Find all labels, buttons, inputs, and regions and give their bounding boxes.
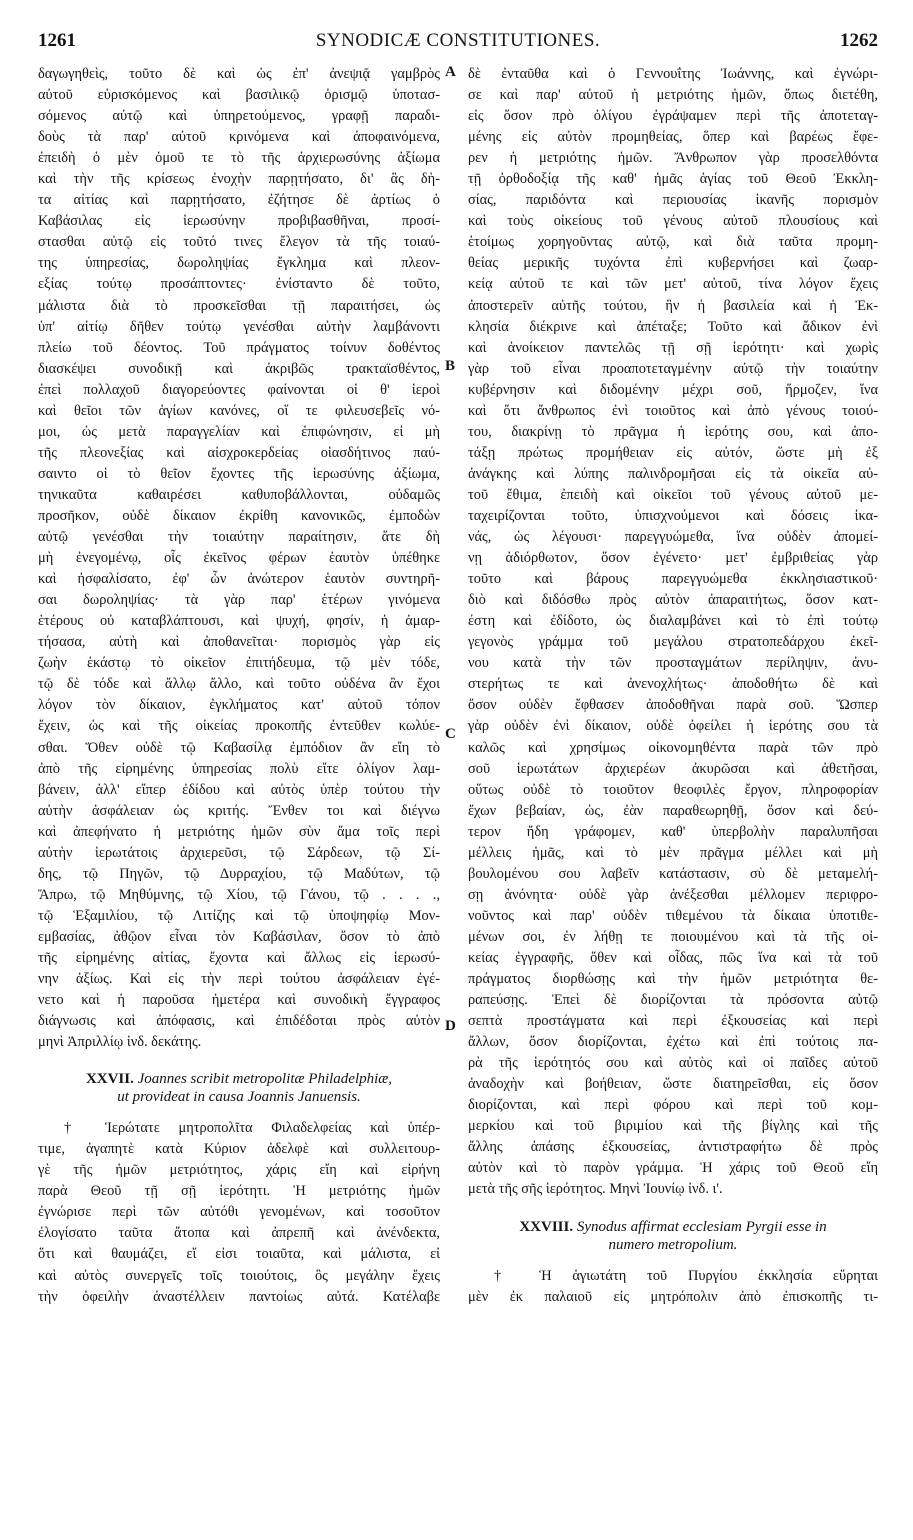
text-line: αὐτῷ γενέσθαι τὴν τοιαύτην παραίτησιν, ἅτε δὴ (38, 529, 440, 546)
right-page-number: 1262 (840, 30, 878, 51)
text-line: πράγματος διορθώσῃς καὶ τὴν ἡμῶν μετριότητα θε- (468, 971, 878, 988)
margin-marker-b: B (445, 358, 456, 374)
section-27-number: XXVII. (85, 1071, 134, 1088)
text-line: σεπτὰ προστάγματα καὶ περὶ ἐξκουσείας καὶ περὶ (468, 1013, 878, 1030)
text-line: μηνὶ Ἀπριλλίῳ ἰνδ. δεκάτης. (38, 1034, 202, 1051)
text-line: ἑτοίμως χορηγοῦντας αὐτῷ, καὶ διὰ ταῦτα προμη- (468, 234, 878, 251)
text-line: Ἄπρω, τῷ Μηθύμνης, τῷ Χίου, τῷ Γάνου, τῷ . . . ., (38, 886, 440, 903)
text-line: ἐλογίσατο ταῦτα ἄτοπα καὶ ἀπρεπῆ καὶ ἀνένδεκτα, (38, 1225, 440, 1242)
text-line: καὶ τοὺς οἰκείους τοῦ γένους αὐτοῦ πλουσίους καὶ (468, 213, 878, 230)
running-title: SYNODICÆ CONSTITUTIONES. (315, 30, 601, 51)
section-28-number: XXVIII. (519, 1218, 574, 1235)
text-line: καὶ θεῖοι τῶν ἁγίων κανόνες, οἵ τε φιλευσεβεῖς νό- (38, 402, 440, 419)
text-line: βάνειν, ἀλλ' εἴπερ ἐδίδου καὶ αὐτὸς ὑπὲρ τούτου τὴν (38, 781, 440, 798)
text-line: Καβάσιλας εἰς ἱερωσύνην προβιβασθῆναι, προσί- (38, 213, 440, 230)
right-column (468, 64, 878, 1308)
text-line: τήσασα, αὐτὴ καὶ ἀποθανεῖται· πορισμὸς γὰρ εἰς (38, 634, 440, 651)
text-line: νάς, ὡς λέγουσι· παρεγγυώμεθα, ἵνα οὐδὲν ἀπομεί- (468, 529, 878, 546)
text-line: της ὑπηρεσίας, δωροληψίας ἔγκλημα καὶ πλεον- (38, 255, 440, 272)
text-line: γεγονὸς γράμμα τοῦ μεγάλου στρατοπεδάρχου ἐκεῖ- (468, 634, 878, 651)
text-line: καὶ αὐτὸς συνεργεῖς τοῖς τοιούτοις, ὃς μεγάλην ἔχεις (38, 1267, 440, 1284)
text-line: διορίζονται, καὶ περὶ φόρου καὶ περὶ τοῦ κομ- (468, 1097, 878, 1114)
text-line: νην ἀξίως. Καὶ εἰς τὴν περὶ τούτου ἀσφάλειαν ἐγέ- (38, 971, 440, 988)
text-line: ρὰ τῆς ἱερότητός σου καὶ αὐτὸς καὶ οἱ παῖδες αὐτοῦ (468, 1055, 878, 1072)
text-line: σαιντο οἱ τὸ θεῖον ἔχοντες τῆς ἱερωσύνης ἀξίωμα, (38, 465, 440, 482)
margin-marker-a: A (445, 64, 456, 80)
text-line: ἀναδοχὴν καὶ βοήθειαν, ὥστε διατηρεῖσθαι, εἰς ὅσον (468, 1076, 878, 1093)
text-line: ἔχων βεβαίαν, ὡς, ἐὰν παραθεωρηθῇ, ὅσον καὶ δεύ- (468, 802, 878, 819)
text-line: αὐτὴν ἱερωτάτοις ἀρχιερεῦσι, τῷ Σάρδεων, τῷ Σί- (38, 844, 440, 861)
text-line: μοι, ὡς μετὰ παραγγελίαν καὶ ἐπιφώνησιν, εἰ μὴ (38, 423, 440, 440)
text-line: διὸ καὶ διδόσθω πρὸς αὐτὸν ἀπαραιτήτως, ὅσον κατ- (468, 592, 878, 609)
text-line: ραπεύσῃς. Ἐπεὶ δὲ διορίζονται τὰ πρόσοντα αὐτῷ (468, 992, 878, 1009)
text-line: μὴ ἐνεγομένῳ, οἷς ἐκεῖνος φέρων ἑαυτὸν ὑπέθηκε (38, 550, 440, 567)
text-line: νετο καὶ ἡ παροῦσα ἡμετέρα καὶ συνοδικὴ ἔγγραφος (38, 992, 440, 1009)
text-line: έστη καὶ ἐδίδοτο, ὡς διαλαμβάνει καὶ τὸ ἐπὶ τούτῳ (468, 613, 878, 630)
text-line: σίας, παριδόντα καὶ περιουσίας ἱκανῆς πορισμὸν (468, 192, 878, 209)
text-line: σοῦ ἱερωτάτων ἀρχιερέων ἀκυρῶσαι καὶ ἀθετῆσαι, (468, 760, 878, 777)
text-line: σῃ ἀνόνητα· οὐδὲ γὰρ ἀνέξεσθαι μέλλομεν περιφρο- (468, 886, 878, 903)
text-line: ἄλλων, ὅσον διορίζονται, ἐχέτω καὶ ἐπὶ τούτοις πα- (468, 1034, 878, 1051)
text-line: τῆς πλεονεξίας καὶ αἰσχροκερδείας οἱασδήτινος παύ- (38, 444, 440, 461)
text-line: τοῦτο καὶ βάρους παρεγγυώμεθα ἐκκλησιαστικοῦ· (468, 571, 878, 588)
text-line: βουλομένου σου λαβεῖν κατάστασιν, σὺ δὲ μεταμελή- (468, 865, 878, 882)
text-line: δαγωγηθεὶς, τοῦτο δὲ καὶ ὡς ἐπ' ἀνεψιᾷ γαμβρὸς (38, 66, 440, 82)
text-line: οὕτως οὐδὲ τὸ τοιοῦτον θεοφιλὲς ἔργον, πληροφορίαν (468, 781, 878, 798)
text-line: καλῶς καὶ χρησίμως οἰκονομηθέντα παρὰ τῶν πρὸ (468, 739, 878, 756)
text-line: νοῦντος καὶ παρ' οὐδὲν τιθεμένου τὰ δίκαια ὑποτιθε- (468, 907, 878, 924)
text-line: ὅτι καὶ θαυμάζει, εἴ εἰσι τοιαῦτα, καὶ μάλιστα, εἰ (38, 1246, 440, 1263)
text-line: διάγνωσις καὶ ἀπόφασις, καὶ ἐπιδέδοται πρὸς αὐτὸν (38, 1013, 440, 1030)
text-line: κείᾳ αὐτοῦ τε καὶ τῶν μετ' αὐτοῦ, τίνα λόγον ἔχεις (468, 276, 878, 293)
text-line: αὐτοῦ εὑρισκόμενος καὶ βασιλικῷ ὁρισμῷ ὑποτασ- (38, 87, 440, 104)
text-line: κλησία διέκρινε καὶ ἀπέταξε; Τοῦτο καὶ ἄδικον ἐνὶ (468, 318, 878, 335)
margin-marker-d: D (445, 1018, 456, 1034)
text-line: σαι δωροληψίας· τὰ γὰρ παρ' ἑτέρων γινόμενα (38, 592, 440, 609)
text-line: εμβασίας, ἀθῷον εἶναι τὸν Καβάσιλαν, ὅσον τὸ ἀπὸ (38, 928, 440, 945)
text-line: μένων σοι, ἐν λήθῃ τε ποιουμένου καὶ τὰ τῆς οἰ- (468, 928, 878, 945)
text-line: νου κατὰ τὴν τῶν προσταγμάτων περίληψιν, ἀνυ- (468, 655, 878, 672)
text-line: ἐγνώρισε περὶ τῶν αὐτόθι γενομένων, καὶ τοσοῦτον (38, 1204, 440, 1221)
text-line: μένης εἰς αὐτὸν προμηθείας, ὅπερ καὶ βαρέως ἔφε- (468, 129, 878, 146)
text-line: τοῦ ἔθιμα, ἐπειδὴ καὶ οἰκεῖοι τοῦ γένους αὐτοῦ με- (468, 486, 878, 503)
text-line: καὶ ὅτι ἄνθρωπος ἐνὶ τοιοῦτος καὶ ἀπὸ γένους τοιού- (468, 402, 878, 419)
text-line: τιμε, ἀγαπητὲ κατὰ Κύριον ἀδελφὲ καὶ συλλειτουρ- (38, 1141, 440, 1158)
text-line: μὲν ἐκ παλαιοῦ εἰς μητρόπολιν ἀπὸ ἐπισκοπῆς τι- (468, 1288, 878, 1305)
text-line: μερκίου καὶ τοῦ βιριμίου καὶ τῆς βίγλης καὶ τῆς (468, 1118, 878, 1135)
text-line: ταχειρίζονται τοῦτο, ὑπισχνούμενοι καὶ δόσεις ἱκα- (468, 507, 878, 524)
text-line: διασκέψει συνοδικῇ καὶ ἀκριβῶς τρακταϊσθέντος, (38, 360, 440, 377)
text-line: ζωὴν ἑκάστῳ τὸ οἰκεῖον ἐπιτήδευμα, τῷ μὲν τόδε, (38, 655, 440, 672)
text-line: τα αἰτίας καὶ παρῃτήσατο, ἐζήτησε δὲ ἀρτίως ὁ (38, 192, 440, 209)
text-line: † Ἱερώτατε μητροπολῖτα Φιλαδελφείας καὶ ὑπέρ- (64, 1120, 440, 1137)
text-line: σε καὶ παρ' αὐτοῦ ἡ μετριότης ἡμῶν, ὅπως διετέθη, (468, 87, 878, 104)
section-28-title (468, 1218, 878, 1254)
section-28-title-line-1: Synodus affirmat ecclesiam Pyrgii esse in (576, 1218, 827, 1235)
section-27-title-line-2: ut provideat in causa Joannis Januensis. (117, 1089, 361, 1106)
text-line: ρεν ἡ μετριότης ἡμῶν. Ἄνθρωπον γὰρ προσελθόντα (468, 150, 878, 167)
text-line: † Ἡ ἁγιωτάτη τοῦ Πυργίου ἐκκλησία εὕρηται (494, 1267, 878, 1284)
text-line: γὰρ οὐδὲν ἐνὶ δίκαιον, οὐδὲ ὀφείλει ἡ ἱερότης σου τὰ (468, 718, 878, 735)
text-line: τῇ ὀρθοδοξίᾳ τῆς καθ' ἡμᾶς ἁγίας τοῦ Θεοῦ Ἐκκλη- (468, 171, 878, 188)
section-27-title-line-1: Joannes scribit metropolitæ Philadelphiæ, (137, 1071, 393, 1088)
text-line: δοὺς τὰ παρ' αὐτοῦ κρινόμενα καὶ ἀποφαινόμενα, (38, 129, 440, 146)
text-line: προσῆκον, οὐδὲ δίκαιον ἐκρίθη κανονικῶς, ἐμποδὼν (38, 507, 440, 524)
page-header (38, 30, 878, 60)
text-line: παρὰ Θεοῦ τῇ σῇ ἱερότητι. Ἡ μετριότης ἡμῶν (38, 1183, 440, 1200)
left-paragraph-1 (38, 64, 440, 1053)
text-line: τηνικαῦτα καθαιρέσει καθυποβάλλονται, οὐδαμῶς (38, 486, 440, 503)
text-line: κείας ἐγγραφῆς, ὅθεν καὶ οἶδας, πῶς ἵνα καὶ τὰ τοῦ (468, 949, 878, 966)
text-line: τὴν ὀφειλὴν ἀναστέλλειν παντοίως αὐτά. Κατέλαβε (38, 1288, 440, 1305)
text-line: ὅσον οὐδὲν ἔφθασεν ἀποδοθῆναι παρὰ σοῦ. Ὥσπερ (468, 697, 878, 714)
right-paragraph-1 (468, 64, 878, 1201)
text-line: σθαι. Ὅθεν οὐδὲ τῷ Καβασίλᾳ ἐμπόδιον ἂν εἴη τὸ (38, 739, 440, 756)
text-line: ἀποστερεῖν αὐτῆς τούτου, ἣν ἡ βασιλεία καὶ ἡ Ἐκ- (468, 297, 878, 314)
text-line: δης, τῷ Πηγῶν, τῷ Δυρραχίου, τῷ Μαδύτων, τῷ (38, 865, 440, 882)
text-line: αὐτὸν καὶ τὸ παρὸν γράμμα. Ἡ χάρις τοῦ Θεοῦ εἴη (468, 1160, 878, 1177)
left-page-number: 1261 (38, 30, 76, 51)
text-line: τῆς εἰρημένης αἰτίας, ἔχοντα καὶ ἄλλως εἰς ἱερωσύ- (38, 949, 440, 966)
text-line: ἄλλης ἁπάσης ἐξκουσείας, ἀντιστραφήτω δὲ πρὸς (468, 1139, 878, 1156)
text-line: μέλλεις ἡμᾶς, καὶ τὸ μὲν πρᾶγμα μέλλει καὶ μὴ (468, 844, 878, 861)
text-line: καὶ τὴν τῆς κρίσεως ἐνοχὴν παρῃτήσατο, δι' ἃς δὴ- (38, 171, 440, 188)
text-line: μάλιστα διὰ τὸ προσκεῖσθαι τῇ παραιτήσει, ὡς (38, 297, 440, 314)
text-line: εξίας τούτῳ προσάπτοντες· ἐνίσταντο δὲ τοῦτο, (38, 276, 440, 293)
text-line: ἐπεὶ πολλαχοῦ διαγορεύοντες φαίνονται οἱ θ' ἱεροὶ (38, 381, 440, 398)
text-line: εἰς ὅσον πρὸ ὀλίγου ἐγράψαμεν περὶ τῆς ἀποτεταγ- (468, 108, 878, 125)
text-line: στερήτως τε καὶ ἀνενοχλήτως· ἀποδοθήτω δὲ καὶ (468, 676, 878, 693)
text-line: καὶ ἠσφαλίσατο, ἐφ' ὧν ἀνώτερον ἑαυτὸν συντηρῆ- (38, 571, 440, 588)
text-line: ἀπὸ τῆς εἰρημένης ὑπηρεσίας πολὺ εἴτε ὀλίγον λαμ- (38, 760, 440, 777)
text-line: γὰρ τοῦ εἶναι προαποτεταγμένην αὐτῷ τὴν τοιαύτην (468, 360, 878, 377)
text-line: καὶ ἀπεφήνατο ἡ μετριότης ἡμῶν σὺν ἅμα τοῖς περὶ (38, 823, 440, 840)
text-line: σόμενος αὐτῷ καὶ ὑπηρετούμενος, γραφῇ παραδι- (38, 108, 440, 125)
left-column (38, 64, 440, 1308)
text-line: μετὰ τῆς σῆς ἱερότητος. Μηνὶ Ἰουνίῳ ἰνδ. ι'. (468, 1181, 723, 1198)
text-line: ἐπειδὴ ὁ μὲν ὁμοῦ τε τὸ τῆς ἀρχιερωσύνης ἀξίωμα (38, 150, 440, 167)
right-paragraph-2 (468, 1266, 878, 1308)
section-27-title (38, 1070, 440, 1106)
section-28-title-line-2: numero metropolium. (608, 1236, 738, 1253)
text-line: γὲ τῆς ἡμῶν μετριότητος, χάρις εἴη καὶ εἰρήνη (38, 1162, 440, 1179)
text-line: τάξῃ πρώτως προμήθειαν εἰς αὐτόν, ὥστε μὴ ἐξ (468, 444, 878, 461)
text-line: καὶ ἀνοίκειον παντελῶς τῇ σῇ ἱερότητι· καὶ χωρὶς (468, 339, 878, 356)
text-line: του, διακρίνῃ τὸ πρᾶγμα ἡ ἱερότης σου, καὶ ἀπο- (468, 423, 878, 440)
text-line: δὲ ἐνταῦθα καὶ ὁ Γεννουΐτης Ἰωάννης, καὶ ἐγνώρι- (468, 66, 878, 82)
text-line: κυβέρνησιν καὶ διδομένην μέχρι σοῦ, ἥρμοζεν, ἵνα (468, 381, 878, 398)
text-line: τερον ἤδη γράφομεν, καθ' ὑπερβολὴν παραλυπῆσαι (468, 823, 878, 840)
text-line: νῃ ἀδιόρθωτον, ὅσον ἐγένετο· μετ' ἐμβριθείας γὰρ (468, 550, 878, 567)
text-line: πλείω τοῦ δέοντος. Τοῦ πράγματος τοίνυν δοθέντος (38, 339, 440, 356)
text-line: λόγον τὸν δίκαιον, ἐγκλήματος κατ' αὐτοῦ τόπον (38, 697, 440, 714)
left-paragraph-2 (38, 1118, 440, 1307)
text-line: ἀνάγκης καὶ λύπης παλινδρομῆσαι εἰς τὰ οἰκεῖα αὐ- (468, 465, 878, 482)
text-line: στασθαι αὐτῷ εἰς τοῦτό τινες ἔλεγον τὰ τῆς τοιαύ- (38, 234, 440, 251)
text-line: ὑπ' αἰτίῳ δῆθεν τούτῳ γενέσθαι αὐτὴν λαμβάνοντι (38, 318, 440, 335)
text-line: αὐτὴν ἀσφάλειαν ὡς κριτής. Ἔνθεν τοι καὶ διέγνω (38, 802, 440, 819)
text-line: τῷ Ἑξαμιλίου, τῷ Λιτίζης καὶ τῷ ὑποψηφίῳ Μον- (38, 907, 440, 924)
text-line: ἔχειν, ὡς καὶ τῆς οἰκείας προκοπῆς ἐντεῦθεν κωλύε- (38, 718, 440, 735)
text-line: θείας μερικῆς τυχόντα ἐπὶ κυβερνήσει καὶ ζωαρ- (468, 255, 878, 272)
text-line: ἑτέρους οὐ καταβλάπτουσι, καὶ ψυχή, φησίν, ἡ ἁμαρ- (38, 613, 440, 630)
text-line: τῷ δὲ τόδε καὶ ἄλλῳ ἄλλο, καὶ τοῦτο οὐδένα ἂν ἔχοι (38, 676, 440, 693)
margin-marker-c: C (445, 726, 456, 742)
